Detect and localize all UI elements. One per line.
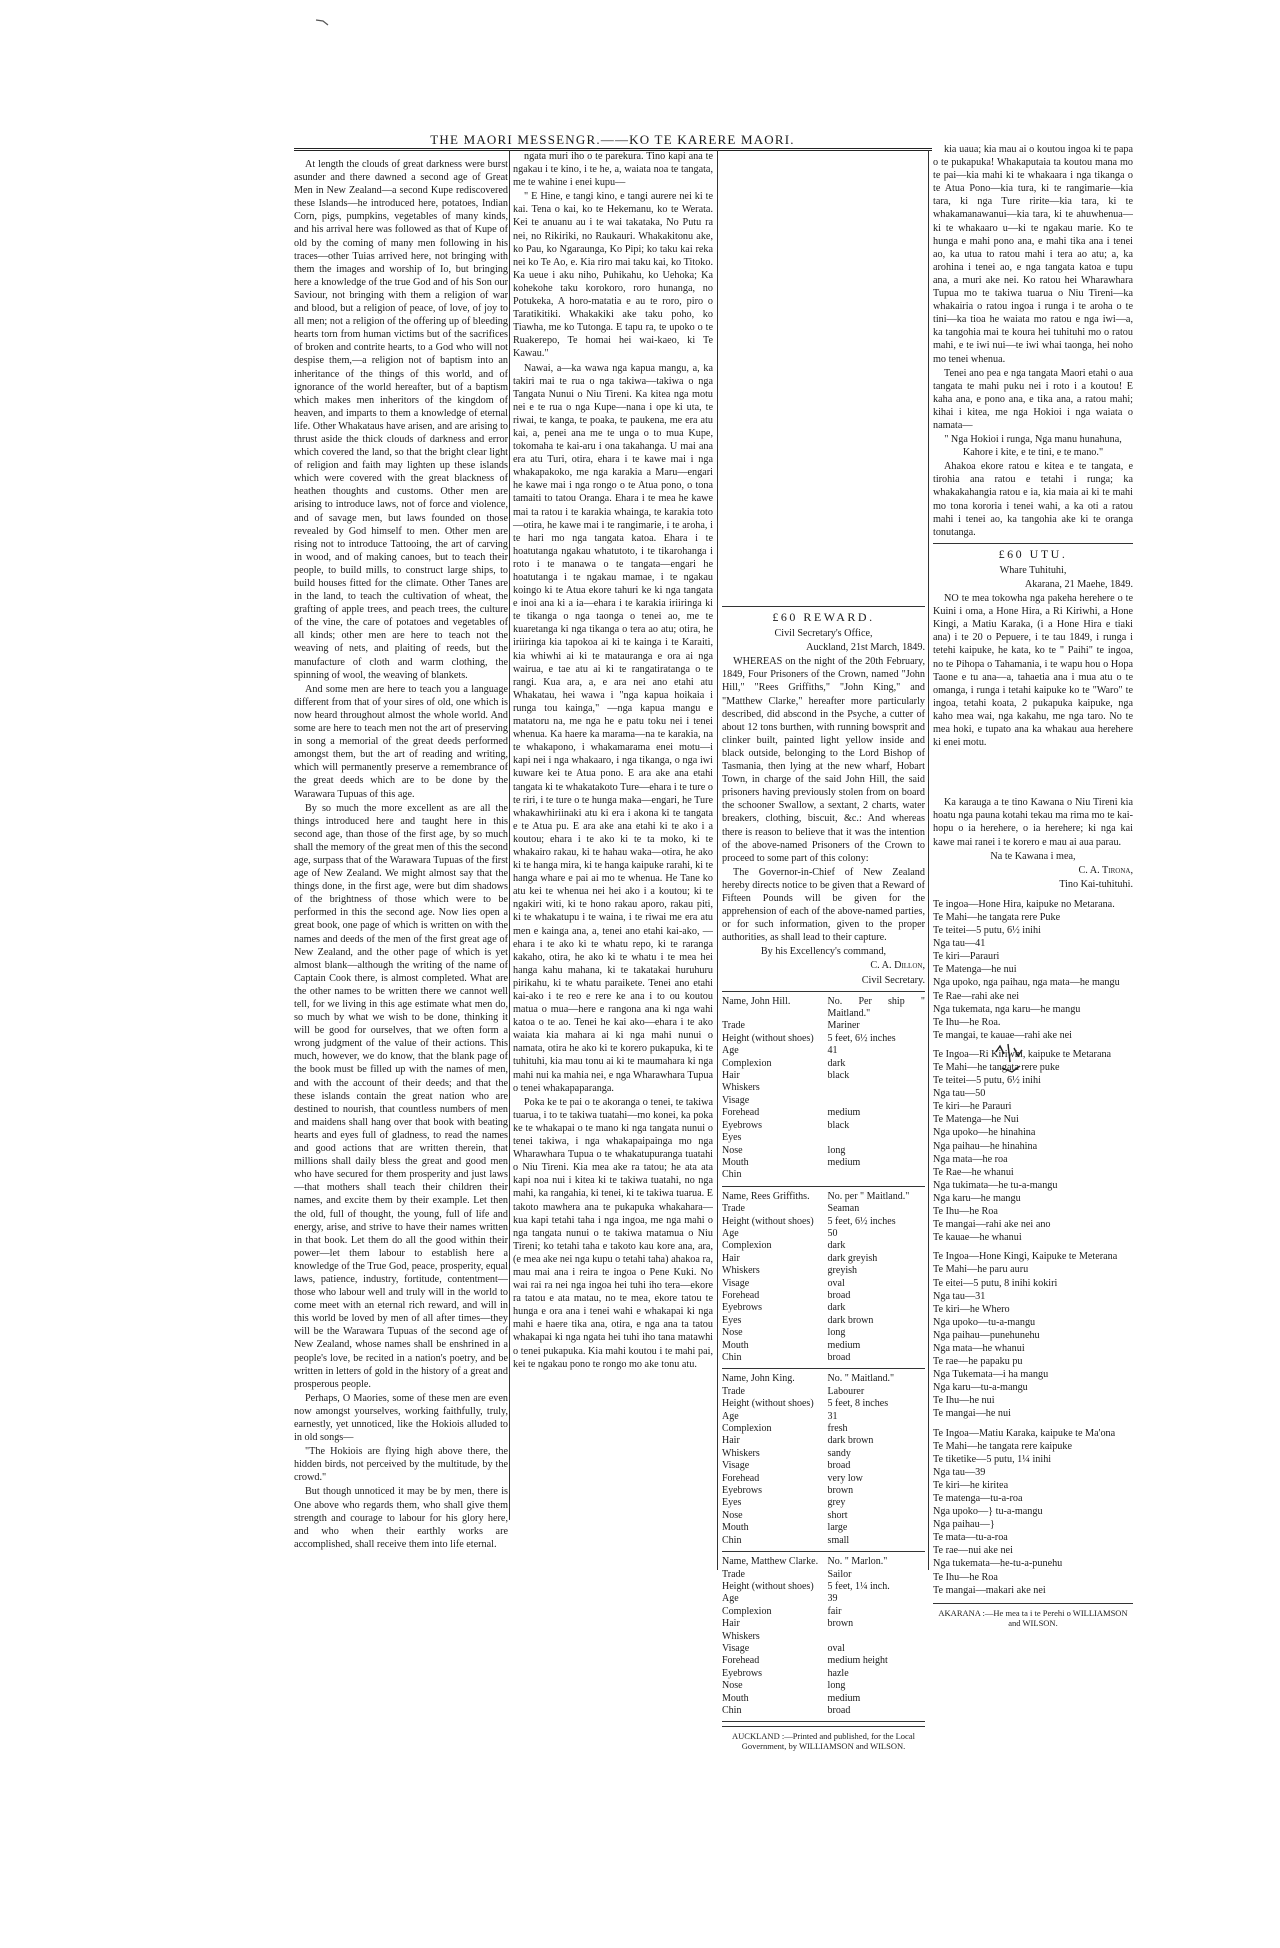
reward-title: £60 REWARD. bbox=[772, 610, 875, 624]
utu-office: Whare Tuhituhi, bbox=[999, 564, 1067, 576]
description-line: Nga mata—he whanui bbox=[933, 1342, 1025, 1354]
utu-signer: C. A. Tirona, bbox=[1078, 864, 1133, 876]
description-value bbox=[828, 1169, 925, 1181]
column-divider bbox=[717, 150, 718, 1570]
maori-description-block bbox=[933, 898, 1133, 1042]
description-label: Eyebrows bbox=[722, 1485, 762, 1497]
description-label: Eyes bbox=[722, 1497, 742, 1509]
description-label: Hair bbox=[722, 1252, 740, 1264]
article-paragraph: kia uaua; kia mau ai o koutou ingoa ki te papa o te pukapuka! Whakaputaia ta koutou mana mo te pai—kia mahi ki te whakaara i nga tikanga o te Atua Pono—kia tura, ki te rangimarie—kia tara, ki nga Ture ririte—kia tara, ki te whakamanawanui—kia tara, ki te ahuwhenua—ki te whakaaro u—ki te ngakau marie. Ko te hunga e mahi pono ana, e mahi tika ana i tenei ao, ka utua to ratou mahi i tera ao atu; a, ka arohina i tenei ao, e nga tangata katoa e tupu ana, a muri ake nei. Ko ratou hei Wharawhara Tupua mo te takiwa tuarua o Niu Tireni—ka whakairia o ratou ingoa i runga i te aroha o te tini—ka tioa he waiata mo ratou e nga iwi—a, ka tangohia mai te koura hei tuhituhi mo o ratou mahi, e te iwi nui—te iwi whai taonga, hei noho mo tenei whenua. bbox=[933, 144, 1133, 365]
description-line: Nga tukimata—he tu-a-mangu bbox=[933, 1179, 1058, 1191]
description-line: Te eitei—5 putu, 8 inihi kokiri bbox=[933, 1277, 1058, 1289]
description-line: Te Matenga—he nui bbox=[933, 964, 1017, 976]
description-label: Forehead bbox=[722, 1655, 760, 1667]
description-line: Nga upoko—} tu-a-mangu bbox=[933, 1506, 1043, 1518]
description-label: Complexion bbox=[722, 1605, 772, 1617]
utu-signer-title: Tino Kai-tuhituhi. bbox=[1059, 878, 1133, 890]
description-line: Te mata—tu-a-roa bbox=[933, 1532, 1008, 1544]
description-value: hazle bbox=[827, 1667, 849, 1679]
description-line: Te mangai—makari ake nei bbox=[933, 1584, 1046, 1596]
description-label: Whiskers bbox=[722, 1082, 760, 1094]
description-label: Age bbox=[722, 1593, 739, 1605]
description-label: Forehead bbox=[722, 1472, 760, 1484]
description-line: Nga paihau—he hinahina bbox=[933, 1140, 1038, 1152]
article-paragraph: ngata muri iho o te parekura. Tino kapi ana te ngakau i te kino, i te he, a, waiata noa te tangata, me te wahine i enei kupu— bbox=[513, 151, 713, 189]
description-line: Te kauae—he whanui bbox=[933, 1232, 1022, 1244]
prisoner-name: Name, Rees Griffiths. bbox=[722, 1190, 810, 1202]
divider bbox=[933, 1603, 1133, 1604]
article-paragraph: By so much the more excellent as are all the things introduced here and taught here in this second age, than those of the first age, by so much shall the memory of the great men of this the second age, surpass that of the Warawara Tupuas of the first age of New Zealand. We might almost say that the things done, in the first age, were but dim shadows of the brightness of those which were to be performed in this the second age. Now lies open a great book, one page of which is written on with the names and deeds of the men of the first great age of New Zealand, and the other page of which is yet almost blank—although the writing of the name of Captain Cook there, is almost completed. What are the other names to be written there we cannot well tell, for we living in this age estimate what men do, so much by what we wish to be done, thinking it will be good for ourselves, that we often form a wrong judgment of the value of their actions. This much, however, we do know, that the blank page of the book must be filled up with the names of men, and with the account of their deeds; and that the these islands contain the great nation who are destined to nourish, that countless numbers of men and maidens shall hang over that book with beating hearts and eyes full of gladness, to read the names and good actions that are written therein, that millions shall daily bless the great and good men who have secured for them prosperity and just laws—that mothers shall teach their children their names, and excite them by their example. Let then the old, full of thought, the young, full of life and energy, arise, and strive to have their names written in that book. Let them do all the good within their power—let them labour to establish here a knowledge of the True God, peace, prosperity, equal laws, patience, industry, fortitude, contentment—those who labour well and truly will in the world to come meet with an eternal rich reward, and will in this world be loved by men of all after times—they will be the Warawara Tupuas of the second age of New Zealand, whose names shall be enshrined in a people's love, be recited in a nation's poetry, and be written in letters of gold in the history of a great and prosperous people. bbox=[294, 802, 508, 1390]
description-label: Nose bbox=[722, 1327, 743, 1339]
description-label: Nose bbox=[722, 1680, 743, 1692]
description-name: Te Ingoa—Matiu Karaka, kaipuke te Ma'ona bbox=[933, 1427, 1116, 1439]
description-line: Te Ihu—he Roa. bbox=[933, 1016, 1001, 1028]
description-label: Forehead bbox=[722, 1289, 760, 1301]
description-name: Te Ingoa—Hone Kingi, Kaipuke te Meterana bbox=[933, 1251, 1118, 1263]
prisoner-table bbox=[722, 1556, 925, 1717]
description-label: Mouth bbox=[722, 1156, 749, 1168]
description-label: Nose bbox=[722, 1144, 743, 1156]
description-line: Te Ihu—he Roa bbox=[933, 1206, 998, 1218]
divider bbox=[722, 1551, 925, 1552]
column-divider bbox=[509, 150, 510, 1520]
description-value: broad bbox=[827, 1289, 851, 1301]
waiata-quote: " E Hine, e tangi kino, e tangi aurere nei ki te kai. Tena o kai, ko te Hekemanu, ko te Werata. Kei te anuanu au i te wai takataka, No Putu ra nei, no Rikiriki, no Raukauri. Whakakitonu ake, ko Pau, ko Ngaraunga, Ko Pipi; ko taku kai reka nei ko Te Ao, e. Kia riro mai taku kai, ko Titoko. Ka ueue i aku niho, Puhikahu, ko Uehoka; Ka kohekohe taku korokoro, roro hunanga, no Potukeka, A horo-matatia e au te roro, piro o Taratikitiki. Whakakiki ake taku poho, ko Tiawha, me ko Tutonga. E tapu ra, te upoko o te Ruakerepo, Te homai hei wai-kaeo, ki Te Kawau." bbox=[513, 191, 713, 360]
description-label: Visage bbox=[722, 1642, 750, 1654]
description-line: Nga tukemata—he-tu-a-punehu bbox=[933, 1558, 1063, 1570]
description-label: Hair bbox=[722, 1435, 740, 1447]
description-value: dark bbox=[827, 1057, 846, 1069]
description-line: Te Mahi—he paru auru bbox=[933, 1264, 1029, 1276]
description-value: very low bbox=[827, 1472, 863, 1484]
article-paragraph: Poka ke te pai o te akoranga o tenei, te takiwa tuarua, i to te takiwa tuatahi—mo konei, ka poka ke te whakapai o te mano ki nga tangata nunui o tenei takiwa, i nga whakapaipainga mo nga Wharawhara Tupua o te whakatupuranga tuatahi o Niu Tireni. Kia mea ake ra tatou; he ata ata kapi noa nui i kitea ki te takiwa tuatahi, no nga mahi, ka rangahia, ki tenei, ki te takiwa tuarua. E takoto mawhera ana te pukapuka whakahara—kua kapi tetahi taha i nga ingoa, me nga mahi o nga tangata nunui o te takiwa matamua o Niu Tireni; ko tetahi taha e takoto kau kore ana, ara, (e mea ake nei nga kupu o tetahi taha) ahakoa ra, mau mai ana i reira te ingoa o Pene Kuki. No wai rai ra nei nga ingoa hei tuhi iho tera—ekore ra tatou e ata matau, no te mea, ekore tatou te hunga e ora ana i tenei wahi e whakapai ki nga mahi e haere tika ana, otira, e nga ana ta tatou whakapai ki nga ngata hei tuhi iho tana matawhi o tenei pukapuka. Kia mahi koutou i te mahi pai, kei te ngakau pono te rongo mo ake tonu atu. bbox=[513, 1096, 713, 1370]
description-value: dark greyish bbox=[827, 1252, 878, 1264]
description-label: Height (without shoes) bbox=[722, 1580, 814, 1592]
divider bbox=[722, 1368, 925, 1369]
prisoner-name: Name, John King. bbox=[722, 1373, 795, 1385]
description-value: sandy bbox=[827, 1447, 851, 1459]
description-value bbox=[828, 1132, 925, 1144]
description-label: Mouth bbox=[722, 1339, 749, 1351]
description-label: Age bbox=[722, 1227, 739, 1239]
reward-notice-column bbox=[722, 150, 925, 1850]
description-line: Te Rae—rahi ake nei bbox=[933, 990, 1020, 1002]
divider bbox=[933, 543, 1133, 544]
utu-body: NO te mea tokowha nga pakeha herehere o te Kuini i oma, a Hone Hira, a Ri Kiriwhi, a Hone Kingi, a Matiu Karaka, (i a Hone Hira e tiaki ana) i te 20 o Pepuere, i te tau 1849, i runga i tetehi kaipuke, he kata, ko te " Paihi" te ingoa, no te Pihopa o Tahamania, i te wapu hou o Hopa Taone e tu ana—a, tahaetia ana i mua atu o te omanga, i runga i tetahi kaipuke ko te "Waro" te ingoa, tetahi koata, 2 pukapuka kaipuke, nga kaho mea wai, nga kakahu, me nga taro. No te mea hoki, e tupato ana ka whakau aua herehere ki enei motu. bbox=[933, 593, 1133, 749]
divider bbox=[722, 991, 925, 992]
description-value: broad bbox=[827, 1460, 851, 1472]
maori-description-block bbox=[933, 1250, 1133, 1420]
prisoner-ship: No. per " Maitland." bbox=[827, 1190, 910, 1202]
ink-blot-icon bbox=[988, 1038, 1036, 1078]
description-label: Hair bbox=[722, 1618, 740, 1630]
divider bbox=[722, 1726, 925, 1727]
description-line: Nga paihau—punehunehu bbox=[933, 1329, 1040, 1341]
prisoner-name: Name, John Hill. bbox=[722, 995, 791, 1007]
description-name: Te ingoa—Hone Hira, kaipuke no Metarana. bbox=[933, 898, 1115, 910]
description-label: Age bbox=[722, 1045, 739, 1057]
description-line: Te rae—he papaku pu bbox=[933, 1356, 1023, 1368]
description-label: Eyes bbox=[722, 1132, 742, 1144]
description-value: oval bbox=[827, 1642, 845, 1654]
description-label: Trade bbox=[722, 1568, 745, 1580]
description-value: large bbox=[827, 1522, 848, 1534]
description-label: Complexion bbox=[722, 1057, 772, 1069]
description-value: medium bbox=[827, 1339, 861, 1351]
description-value: fair bbox=[827, 1605, 842, 1617]
utu-title: £60 UTU. bbox=[998, 546, 1068, 561]
description-value: 5 feet, 1¼ inch. bbox=[827, 1580, 890, 1592]
description-line: Te kiri—he Parauri bbox=[933, 1101, 1012, 1113]
description-line: Te tiketike—5 putu, 1¼ inihi bbox=[933, 1453, 1052, 1465]
reward-command: By his Excellency's command, bbox=[760, 946, 887, 958]
description-line: Nga paihau—} bbox=[933, 1519, 995, 1531]
description-value: fresh bbox=[827, 1423, 848, 1435]
description-label: Chin bbox=[722, 1169, 742, 1181]
description-label: Complexion bbox=[722, 1423, 772, 1435]
article-paragraph: Nawai, a—ka wawa nga kapua mangu, a, ka takiri mai te rua o nga takiwa—takiwa o nga Tangata Nunui o Niu Tireni. Ka kitea nga motu nei e te rua o nga Kupe—nana i ope ki uta, te riwai, te kanga, te poaka, te paukena, me era atu kai, a, penei ana me te unga o to mua Kupe, tokomaha te kai-aru i ona takahanga. U mai ana era atu Turi, otira, ehara i te kawe mai i nga whakapakoko, me nga karakia a Maru—engari he kawe mai i nga rongo o te Atua pono, o tona tamaiti to tatou Oranga. Ehara i te mea he kawe mai ta ratou i te karakia whainga, te karakia toto—otira, he kawe mai i te rangimarie, i te aroha, i te hari mo nga tangata katoa. Ehara i te hoatutanga ngakau whatutoto, i te tikarohanga i roto i te manawa o te tangata—engari he hoatutanga i te ngakau mamae, i te ngakau koingo ki te Atua ekore tahuri ke ki nga tangata e inoi ana ki a ia—ehara i te karakia iriiringa ki te tikanga o nga taonga o tenei ao, me te kuaretanga ki nga tikanga o tera ao atu; otira, he iriiringa kia tapokoa ai ki te kainga i te Karaiti, kia whiwhi ai ki te matauranga e ora ai nga wairua, e tae atu ai ki te rangatiratanga o te rangi. Kua ara, a, e ara nei ano etahi atu Whakatau, hei wawa i "nga kapua hoikaia i runga tou kainga," —nga kapua mangu e matatoru na, me nga he e patu toku nei i tenei whenua. Ka haere ka marama—na te karakia, na te whakapono, i whakamarama enei motu—i kapi nei i nga whakaaro, i nga tikanga, o nga iwi kuware kei te Atua pono. E ara ake ana etahi tangata ki te whakatakoto Ture—ehara i te ture o te riri, i te ture o te hunga maka—engari, he Ture whakawhiriinaki atu ki era i akona ki te tangata e te Atua pu. E ara ake ana etahi ki te ako i a koutou; ehara i te ako ki te ta moko, ki te whakairo rakau, ki te hahau waka—otira, he ako ki te hanga mira, ki te hanga kaipuke rarahi, ki te hanga whare e pai ai mo te whenua. He Tane ko atu kei te whenua nei hei ako i a koutou; ki te ngakiri witi, ki te hono rakau aporo, rakau piti, ki te whakatupu i te waina, i te riwai me era atu men e kainga ana, a, tenei ano etahi kai-ako, —ehara i te ako ki te whatu repo, ki te raranga kakaho, otira, he ako ki te whatu i te mea hei hanga kahu mahana, ki te takatakai huruhuru pirikahu, ki te whatu paraikete. Tenei ano etahi kai-ako i te reo e rere ke ana i to ou koutou matua o mua—here e rangona ana ki nga wahi katoa o te ao. Tenei he kai ako—ehara i te ako waiata kia mahara ai ki nga mahi nunui o namata, otira he ako ki te korero pukapuka, ki te tuhituhi, kia mau tonu ai ki te maumahara ki nga mahi nui ka mahia nei, e nga Wharawhara Tupua o tenei whakapaparanga. bbox=[513, 362, 713, 1094]
article-paragraph: But though unnoticed it may be by men, there is One above who regards them, who shall give them strength and courage to labour for his glory here, and who when their earthly works are accomplished, shall receive them into life eternal. bbox=[294, 1486, 508, 1550]
description-label: Eyebrows bbox=[722, 1667, 762, 1679]
description-value: dark brown bbox=[827, 1435, 874, 1447]
description-value: brown bbox=[827, 1485, 854, 1497]
masthead: THE MAORI MESSENGR.——KO TE KARERE MAORI. bbox=[430, 132, 795, 147]
description-value: medium bbox=[827, 1156, 861, 1168]
description-label: Chin bbox=[722, 1704, 742, 1716]
divider bbox=[722, 606, 925, 607]
divider bbox=[722, 1721, 925, 1722]
description-value: dark bbox=[827, 1240, 846, 1252]
description-line: Nga tau—39 bbox=[933, 1466, 986, 1478]
prisoner-ship: No. " Maitland." bbox=[827, 1373, 895, 1385]
column-divider bbox=[928, 150, 929, 1570]
description-value: Mariner bbox=[827, 1020, 860, 1032]
description-label: Height (without shoes) bbox=[722, 1032, 814, 1044]
description-label: Mouth bbox=[722, 1522, 749, 1534]
utu-body-2: Ka karauga a te tino Kawana o Niu Tireni kia hoatu nga pauna kotahi tekau ma rima mo te kai-hopu o ia herehere, o ia herehere; ki nga kai kawe mai ranei i te korero e mau ai aua parau. bbox=[933, 797, 1133, 848]
description-value: long bbox=[827, 1327, 846, 1339]
description-label: Visage bbox=[722, 1460, 750, 1472]
reward-body-2: The Governor-in-Chief of New Zealand hereby directs notice to be given that a Reward of Fifteen Pounds will be given for the apprehension of each of the above-named parties, or for such information, given to the proper authorities, as shall lead to their capture. bbox=[722, 866, 925, 944]
description-value: 41 bbox=[827, 1045, 838, 1057]
reward-signer-title: Civil Secretary. bbox=[861, 974, 925, 986]
description-label: Visage bbox=[722, 1277, 750, 1289]
description-value: greyish bbox=[827, 1265, 857, 1277]
maori-article-column bbox=[513, 150, 713, 1518]
prisoner-table bbox=[722, 1373, 925, 1547]
article-paragraph: At length the clouds of great darkness were burst asunder and there dawned a second age of Great Men in New Zealand—a second Kupe rediscovered these Islands—he introduced here, potatoes, Indian Corn, pigs, pumpkins, vegetables of many kinds, and his arrival here was followed as that of Kupe of old by the coming of many men following in his traces—other Tuias arrived here, not bringing with them the images and worship of Io, but bringing here a knowledge of the true God and of his Son our Saviour, not bringing with them a religion of war and blood, but a religion of peace, of love, of joy to all men; not a religion of the offering up of bleeding hearts torn from human victims but of the sacrifices of broken and contrite hearts, to a God who will not despise them,—a religion not of baptism into an inheritance of the things of this world, and of ignorance of the world hereafter, but of a baptism which makes men inheritors of the kingdom of heaven, and imparts to them a knowledge of eternal life. Other Whakataus have arisen, and are arising to thrust aside the thick clouds of darkness and error which covered the land, so that the bright clear light of religion and faith may lighten up these islands which were covered with the great blackness of heathen thoughts and customs. Other men are arising to introduce laws, not of force and violence, and of savage men, but laws founded on those revealed by God himself to men. Other men are rising not to introduce Tattooing, the art of carving in wood, and of making canoes, but to teach their people, to build mills, to construct large ships, to build houses fitted for the climate. Other Tanes are in the land, to teach the cultivation of wheat, the grafting of apple trees, and peach trees, the culture of the vine, the care of potatoes and vegetables of all kinds; other men are here to teach not the weaving of nets, and plaiting of reeds, but the manufacture of cloth and warm clothing, the spinning of wool, the weaving of blankets. bbox=[294, 159, 508, 681]
description-line: Te kiri—Parauri bbox=[933, 951, 1000, 963]
description-label: Nose bbox=[722, 1509, 743, 1521]
description-label: Trade bbox=[722, 1385, 745, 1397]
reward-date: Auckland, 21st March, 1849. bbox=[806, 642, 925, 654]
hokioi-quote: " Nga Hokioi i runga, Nga manu hunahuna, Kahore i kite, e te tini, e te mano." bbox=[944, 434, 1122, 459]
description-value: black bbox=[827, 1119, 850, 1131]
description-line: Te mangai—rahi ake nei ano bbox=[933, 1219, 1051, 1231]
description-value: 39 bbox=[827, 1593, 838, 1605]
article-paragraph: Tenei ano pea e nga tangata Maori etahi o aua tangata te mahi puku nei i roto i a koutou! E kaha ana, e pono ana, e tika ana, a ratou mahi; kihai i kitea, me nga Hokioi i nga waiata o namata— bbox=[933, 367, 1133, 431]
article-paragraph: Ahakoa ekore ratou e kitea e te tangata, e tirohia ana ratou e tetahi i runga; ka whakakahangia ratou e ia, kia maia ai ki te mahi mo tona kororia i tenei wahi, a ka oti a ratou mahi i tenei ao, ka tangohia ake ki te oranga tonutanga. bbox=[933, 461, 1133, 538]
utu-command: Na te Kawana i mea, bbox=[990, 850, 1076, 862]
description-label: Height (without shoes) bbox=[722, 1398, 814, 1410]
description-line: Te mangai—he nui bbox=[933, 1408, 1011, 1420]
description-line: Te matenga—tu-a-roa bbox=[933, 1493, 1023, 1504]
description-line: Te teitei—5 putu, 6½ inihi bbox=[933, 1075, 1041, 1087]
english-article-column bbox=[294, 158, 508, 1550]
divider bbox=[722, 1186, 925, 1187]
description-line: Nga tau—50 bbox=[933, 1088, 986, 1100]
description-value: 5 feet, 8 inches bbox=[827, 1398, 889, 1410]
column-blank-space bbox=[722, 150, 925, 602]
prisoner-table bbox=[722, 1191, 925, 1365]
description-name: Te Ingoa—Ri Kiriwhi, kaipuke te Metarana bbox=[933, 1048, 1112, 1060]
article-paragraph: Perhaps, O Maories, some of these men are even now amongst yourselves, working faithfully, truly, earnestly, yet unnoticed, like the Hokiois alluded to in old songs— bbox=[294, 1392, 508, 1444]
prisoner-table bbox=[722, 996, 925, 1182]
article-paragraph: And some men are here to teach you a language different from that of your sires of old, one which is now heard throughout almost the whole world. And some are here to teach men not the art of preserving in song a memorial of the great deeds performed amongst them, but the art of reading and writing, which will permanently preserve a remembrance of the great deeds which are to be done by the Warawara Tupuas of this age. bbox=[294, 683, 508, 800]
description-label: Trade bbox=[722, 1203, 745, 1215]
description-value: small bbox=[827, 1534, 850, 1546]
description-value: 5 feet, 6½ inches bbox=[827, 1032, 896, 1044]
description-value: oval bbox=[827, 1277, 845, 1289]
song-quote: "The Hokiois are flying high above there, the hidden birds, not perceived by the multitude, by the crowd." bbox=[294, 1446, 508, 1484]
description-line: Nga upoko—tu-a-mangu bbox=[933, 1316, 1036, 1328]
description-value: 31 bbox=[827, 1410, 838, 1422]
description-line: Nga tau—31 bbox=[933, 1290, 986, 1302]
description-value: long bbox=[827, 1144, 846, 1156]
description-value: dark brown bbox=[827, 1314, 874, 1326]
description-line: Nga mata—he roa bbox=[933, 1153, 1008, 1165]
description-line: Nga karu—he mangu bbox=[933, 1192, 1021, 1204]
description-line: Te Mahi—he tangata rere puke bbox=[933, 1062, 1060, 1073]
ink-mark-icon bbox=[315, 18, 329, 26]
description-value: Seaman bbox=[827, 1203, 860, 1215]
description-label: Chin bbox=[722, 1352, 742, 1363]
description-value: Labourer bbox=[827, 1385, 865, 1397]
description-line: Te Matenga—he Nui bbox=[933, 1114, 1019, 1126]
imprint: AUCKLAND :—Printed and published, for the Local Government, by WILLIAMSON and WILSON. bbox=[732, 1731, 915, 1752]
maori-imprint: AKARANA :—He mea ta i te Perehi o WILLIAMSON and WILSON. bbox=[938, 1607, 1128, 1628]
description-label: Whiskers bbox=[722, 1265, 760, 1277]
description-value bbox=[828, 1095, 925, 1107]
description-line: Nga tukemata, nga karu—he mangu bbox=[933, 1003, 1081, 1015]
description-label: Forehead bbox=[722, 1107, 760, 1119]
description-line: Te teitei—5 putu, 6½ inihi bbox=[933, 925, 1041, 937]
utu-date: Akarana, 21 Maehe, 1849. bbox=[1024, 579, 1133, 590]
description-label: Whiskers bbox=[722, 1630, 760, 1642]
description-label: Hair bbox=[722, 1070, 740, 1082]
description-value: medium bbox=[827, 1692, 861, 1704]
description-label: Age bbox=[722, 1410, 739, 1422]
description-value: Sailor bbox=[827, 1568, 852, 1580]
description-label: Mouth bbox=[722, 1692, 749, 1704]
description-label: Eyebrows bbox=[722, 1119, 762, 1131]
description-line: Nga karu—tu-a-mangu bbox=[933, 1382, 1028, 1394]
description-value: black bbox=[827, 1070, 850, 1082]
description-label: Trade bbox=[722, 1020, 745, 1032]
description-line: Te kiri—he Whero bbox=[933, 1303, 1010, 1315]
description-label: Eyes bbox=[722, 1314, 742, 1326]
prisoner-ship: No. Per ship " Maitland." bbox=[827, 995, 925, 1020]
prisoner-descriptions bbox=[722, 996, 925, 1723]
description-value: broad bbox=[827, 1352, 851, 1363]
description-line: Te Mahi—he tangata rere kaipuke bbox=[933, 1440, 1073, 1452]
description-line: Te Ihu—he Roa bbox=[933, 1571, 998, 1583]
description-line: Te kiri—he kiritea bbox=[933, 1479, 1009, 1491]
description-line: Nga upoko, nga paihau, nga mata—he mangu bbox=[933, 977, 1120, 989]
description-line: Te Rae—he whanui bbox=[933, 1166, 1014, 1178]
description-line: Te rae—nui ake nei bbox=[933, 1545, 1013, 1557]
reward-body: WHEREAS on the night of the 20th February, 1849, Four Prisoners of the Crown, named "John Hill," "Rees Griffiths," "John King," and "Matthew Clarke," hereafter more particularly described, did abscond in the Psyche, a cutter of about 12 tons burthen, with running bowsprit and clinker built, painted light yellow inside and black outside, belonging to the Lord Bishop of Tasmania, then lying at the new wharf, Hobart Town, in charge of the said John Hill, the said prisoners having previously stolen from on board the schooner Swallow, a sextant, 2 charts, water breakers, clothing, biscuit, &c.: And whereas there is reason to believe that it was the intention of the above-named Prisoners of the Crown to proceed to some part of this colony: bbox=[722, 656, 925, 864]
reward-signer: C. A. Dillon, bbox=[870, 960, 925, 972]
description-label: Chin bbox=[722, 1534, 742, 1546]
description-line: Te mangai, te kauae—rahi ake nei bbox=[933, 1029, 1073, 1041]
description-line: Nga Tukemata—i ha mangu bbox=[933, 1369, 1049, 1381]
maori-descriptions bbox=[933, 898, 1133, 1597]
stamp-space bbox=[933, 750, 1133, 796]
description-value: 50 bbox=[827, 1227, 838, 1239]
description-value: grey bbox=[827, 1497, 846, 1509]
description-line: Nga upoko—he hinahina bbox=[933, 1127, 1036, 1139]
description-value: 5 feet, 6½ inches bbox=[827, 1215, 896, 1227]
description-label: Complexion bbox=[722, 1240, 772, 1252]
prisoner-ship: No. " Marlon." bbox=[827, 1556, 888, 1568]
description-value: broad bbox=[827, 1704, 851, 1716]
description-value: dark bbox=[827, 1302, 846, 1314]
reward-office: Civil Secretary's Office, bbox=[774, 628, 873, 640]
description-label: Eyebrows bbox=[722, 1302, 762, 1314]
description-value: medium height bbox=[827, 1655, 888, 1667]
description-label: Visage bbox=[722, 1094, 750, 1106]
description-value bbox=[828, 1631, 925, 1643]
description-value: brown bbox=[827, 1618, 854, 1630]
maori-notice-column bbox=[933, 143, 1133, 1843]
description-line: Te Mahi—he tangata rere Puke bbox=[933, 911, 1061, 923]
description-line: Nga tau—41 bbox=[933, 938, 986, 950]
description-label: Height (without shoes) bbox=[722, 1215, 814, 1227]
description-value: short bbox=[827, 1509, 848, 1521]
description-value bbox=[828, 1082, 925, 1094]
description-value: medium bbox=[827, 1107, 861, 1119]
description-label: Whiskers bbox=[722, 1447, 760, 1459]
prisoner-name: Name, Matthew Clarke. bbox=[722, 1556, 819, 1568]
maori-description-block bbox=[933, 1427, 1133, 1597]
description-value: long bbox=[827, 1680, 846, 1692]
description-line: Te Ihu—he nui bbox=[933, 1395, 995, 1407]
